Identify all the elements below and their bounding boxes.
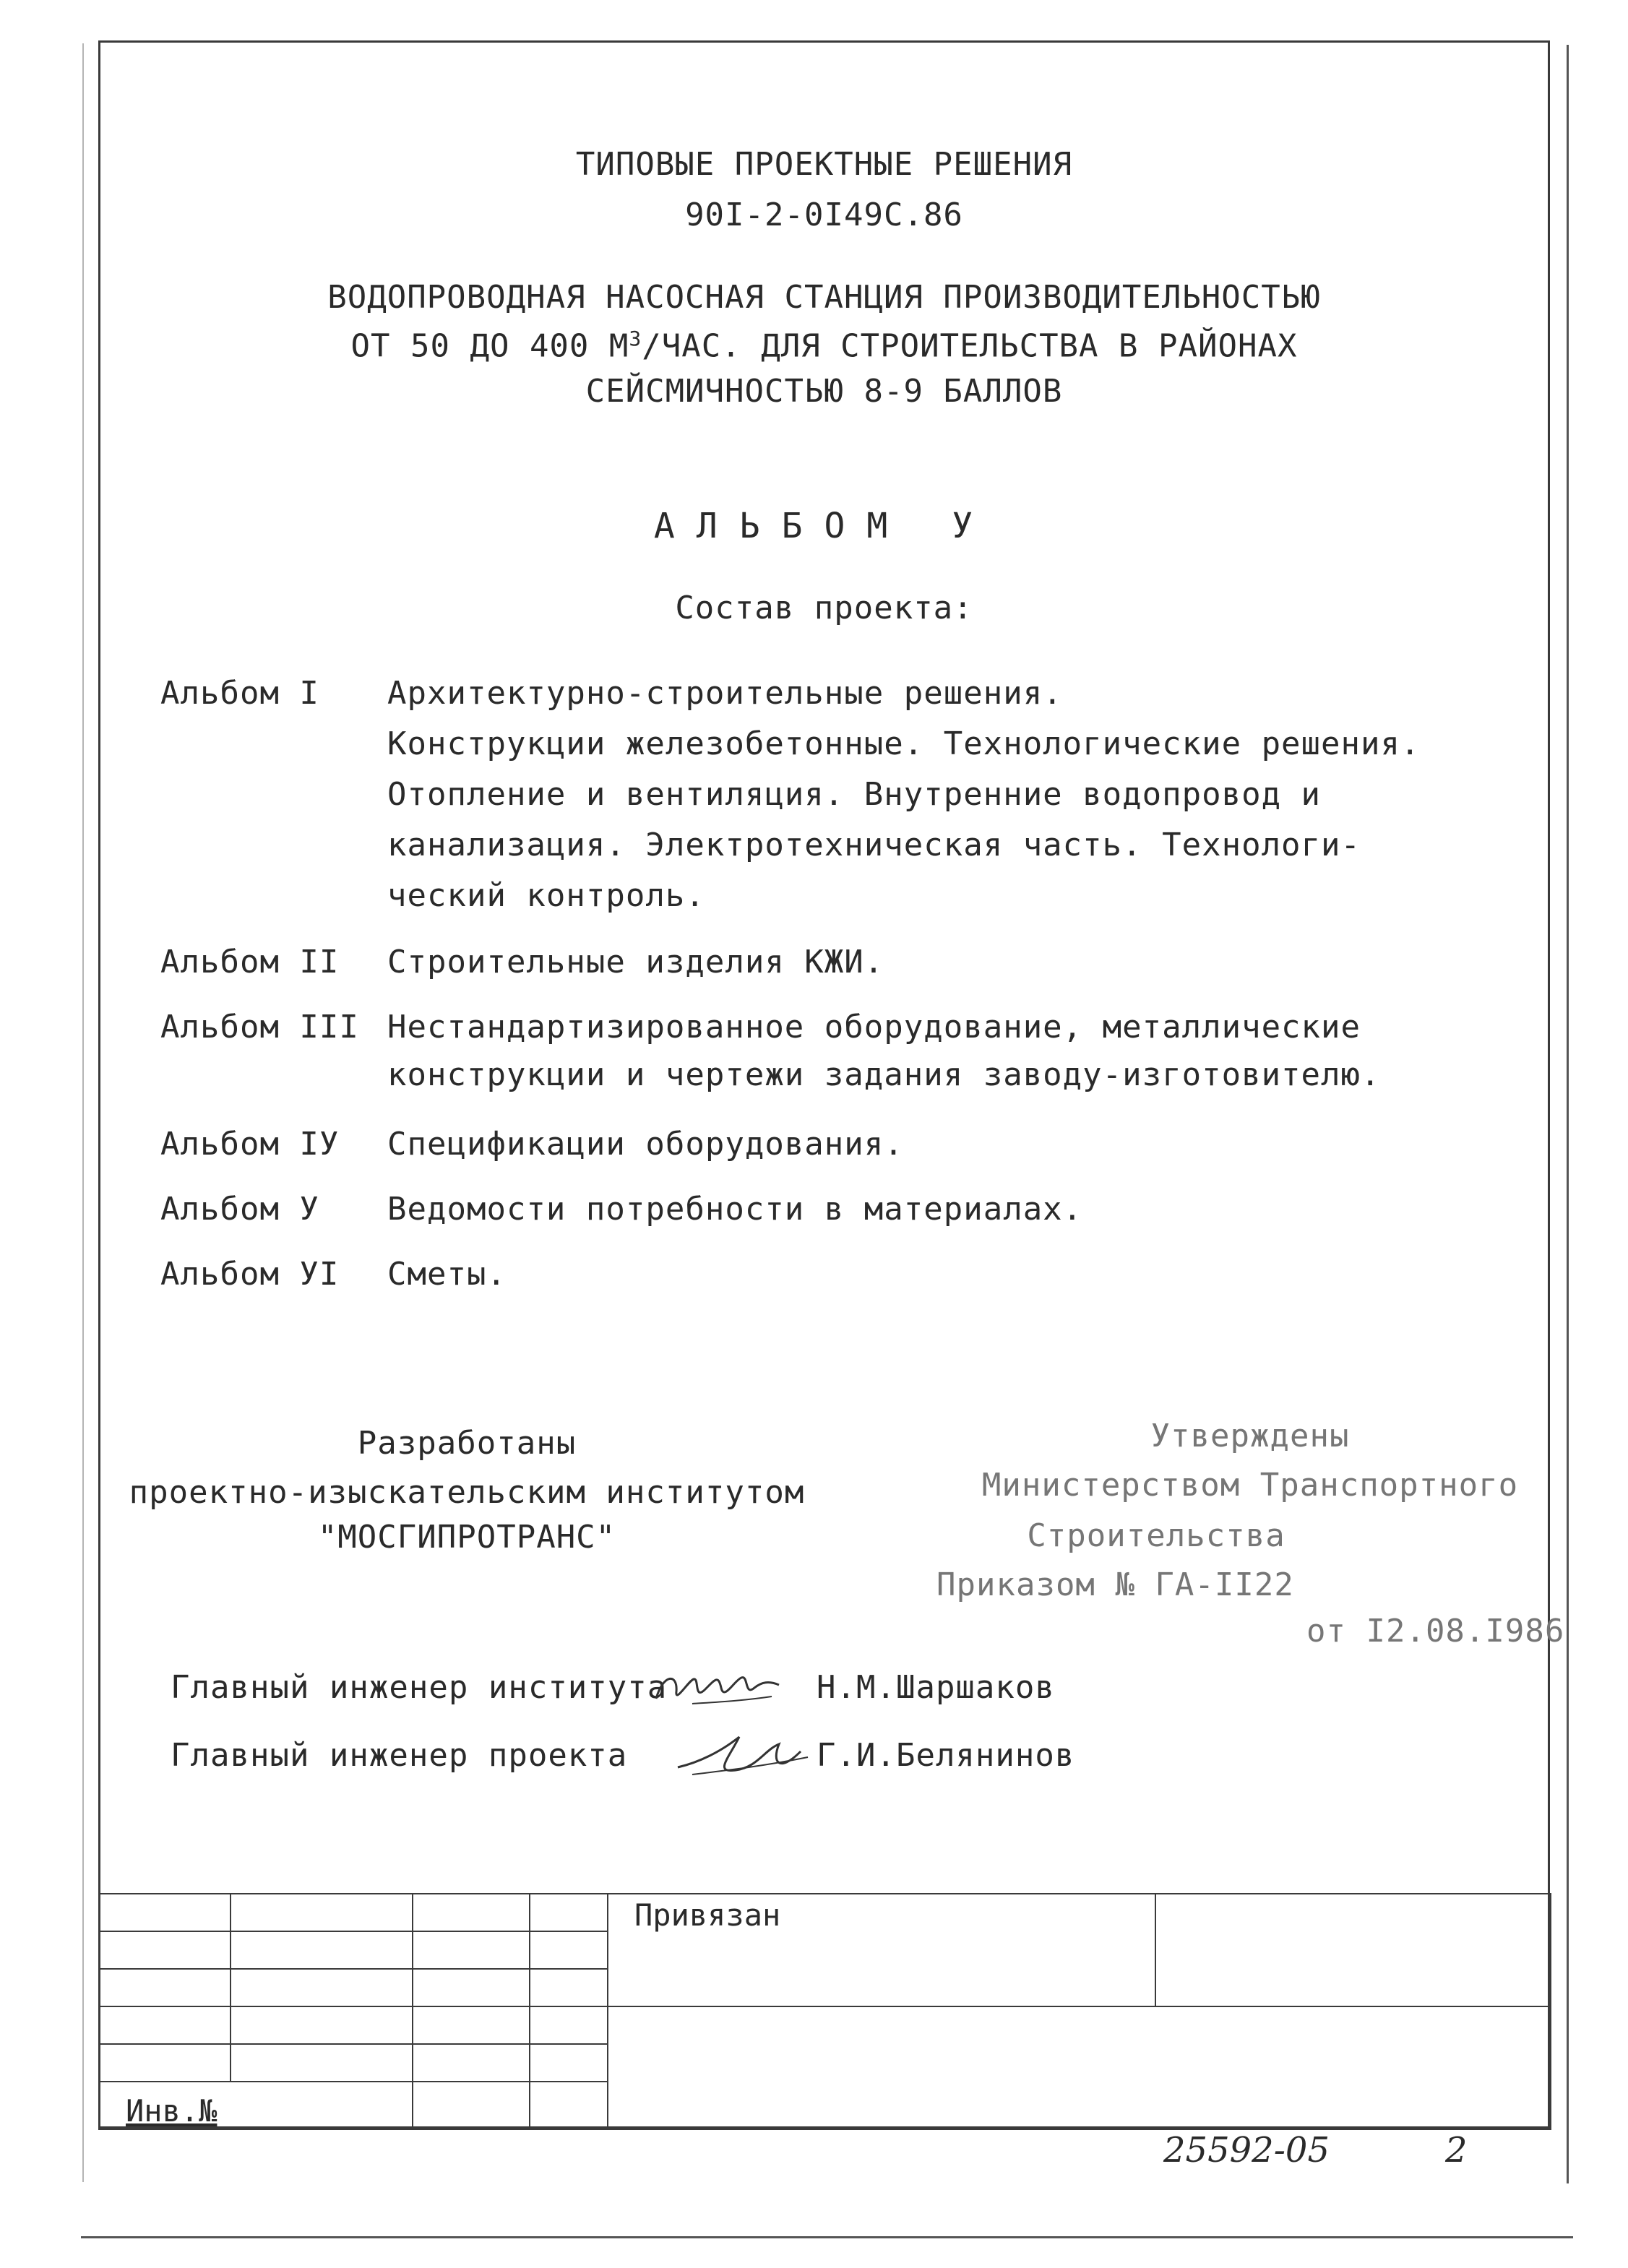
stamp-linked-cell <box>608 1894 1155 2006</box>
sheet-number: 2 <box>1445 2130 1468 2170</box>
inventory-cell <box>99 2082 413 2129</box>
stamp-cell <box>530 2082 608 2129</box>
stamp-cell <box>231 2006 413 2044</box>
album-label: Альбом У <box>160 1191 319 1228</box>
title-superscript: 3 <box>629 327 642 350</box>
stamp-cell <box>413 2044 530 2082</box>
approved-ministry: Министерством Транспортного <box>981 1467 1519 1504</box>
stamp-cell <box>530 2044 608 2082</box>
document-number: 25592-05 <box>1163 2130 1330 2170</box>
title-capacity-suffix: /ЧАС. ДЛЯ СТРОИТЕЛЬСТВА В РАЙОНАХ <box>642 327 1298 365</box>
series-code: 90I-2-0I49С.86 <box>685 197 963 233</box>
stamp-cell <box>530 1894 608 1931</box>
album-desc-line: Нестандартизированное оборудование, металлические <box>387 1009 1361 1045</box>
album-desc-line: канализация. Электротехническая часть. Технологи- <box>387 827 1361 863</box>
inventory-label: Инв.№ <box>126 2093 218 2129</box>
stamp-cell <box>99 2044 231 2082</box>
signature-name: Н.М.Шаршаков <box>817 1669 1055 1706</box>
stamp-cell <box>231 1931 413 1969</box>
signature-role: Главный инженер института <box>171 1669 668 1706</box>
album-desc-line: Строительные изделия КЖИ. <box>387 944 884 980</box>
approved-order: Приказом № ГА-II22 <box>936 1566 1294 1603</box>
album-desc-line: ческий контроль. <box>387 877 705 914</box>
stamp-cell <box>231 2044 413 2082</box>
stamp-cell <box>231 1969 413 2006</box>
stamp-cell <box>413 2006 530 2044</box>
project-title-line2 <box>98 327 1550 365</box>
stamp-table <box>98 1893 1551 2130</box>
project-title-line1: ВОДОПРОВОДНАЯ НАСОСНАЯ СТАНЦИЯ ПРОИЗВОДИТЕЛЬНОСТЬЮ <box>327 279 1321 316</box>
album-label: Альбом IУ <box>160 1126 340 1163</box>
stamp-cell <box>530 1931 608 1969</box>
stamp-cell <box>231 1894 413 1931</box>
stamp-cell <box>608 2006 1551 2129</box>
album-desc-line: Отопление и вентиляция. Внутренние водопровод и <box>387 776 1322 813</box>
stamp-cell <box>99 2006 231 2044</box>
stamp-cell <box>413 2082 530 2129</box>
album-label: Альбом УI <box>160 1256 340 1293</box>
stamp-cell <box>413 1894 530 1931</box>
developed-heading: Разработаны <box>357 1425 577 1462</box>
composition-heading: Состав проекта: <box>675 590 973 626</box>
stamp-cell <box>530 2006 608 2044</box>
album-label: Альбом III <box>160 1009 359 1045</box>
stamp-cell <box>99 1931 231 1969</box>
stamp-cell <box>99 1969 231 2006</box>
title-capacity-prefix: ОТ 50 ДО 400 М <box>350 327 629 365</box>
scan-edge-left <box>82 43 84 2182</box>
frame-right-line <box>1567 45 1569 2183</box>
album-desc-line: Ведомости потребности в материалах. <box>387 1191 1083 1228</box>
signature-scribble <box>671 1722 815 1788</box>
series-title: ТИПОВЫЕ ПРОЕКТНЫЕ РЕШЕНИЯ <box>575 146 1073 183</box>
approved-ministry-cont: Строительства <box>1027 1517 1285 1554</box>
approved-date: от I2.08.I986 <box>1306 1613 1565 1650</box>
project-title-line3: СЕЙСМИЧНОСТЬЮ 8-9 БАЛЛОВ <box>585 373 1063 410</box>
stamp-cell <box>1155 1894 1551 2006</box>
album-desc-line: Конструкции железобетонные. Технологические решения. <box>387 725 1421 762</box>
stamp-cell <box>413 1931 530 1969</box>
stamp-cell <box>413 1969 530 2006</box>
approved-heading: Утверждены <box>1150 1418 1350 1454</box>
stamp-linked-label: Привязан <box>634 1897 781 1933</box>
signature-role: Главный инженер проекта <box>171 1737 628 1774</box>
album-desc-line: конструкции и чертежи задания заводу-изготовителю. <box>387 1056 1381 1093</box>
album-desc-line: Сметы. <box>387 1256 507 1293</box>
album-title: АЛЬБОМ У <box>653 506 995 546</box>
stamp-cell <box>530 1969 608 2006</box>
stamp-cell <box>99 1894 231 1931</box>
developed-institute-name: "МОСГИПРОТРАНС" <box>317 1519 616 1556</box>
signature-scribble <box>649 1659 793 1717</box>
album-label: Альбом I <box>160 675 319 712</box>
signature-name: Г.И.Белянинов <box>817 1737 1075 1774</box>
album-desc-line: Архитектурно-строительные решения. <box>387 675 1063 712</box>
scan-edge-bottom <box>81 2236 1573 2238</box>
album-label: Альбом II <box>160 944 340 980</box>
album-desc-line: Спецификации оборудования. <box>387 1126 904 1163</box>
developed-institute: проектно-изыскательским институтом <box>129 1474 805 1511</box>
